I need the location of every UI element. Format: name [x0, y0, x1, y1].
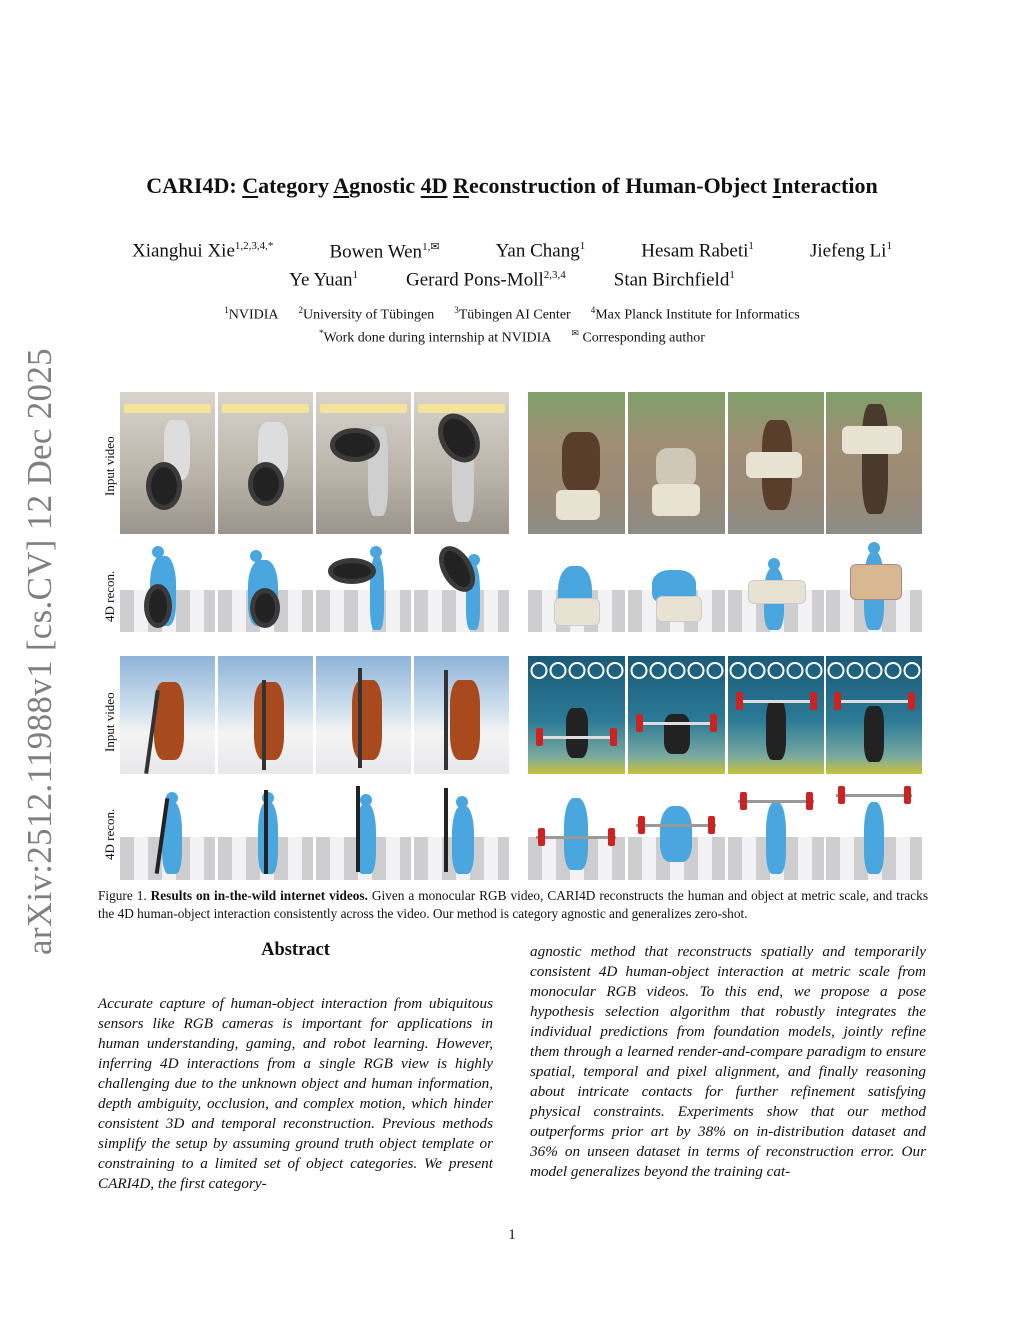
recon-frame	[414, 786, 509, 880]
video-frame	[414, 392, 509, 534]
affiliations	[0, 305, 1024, 324]
author: Gerard Pons-Moll$^{2,3,4}$	[406, 269, 566, 291]
recon-frame	[628, 786, 725, 880]
video-frame	[316, 656, 411, 774]
abstract-left-column: Accurate capture of human-object interaction from ubiquitous sensors like RGB cameras is important for applications in human understanding, gaming, and robot learning. However, inferring 4D interactions from a single RGB view is highly challenging due to the unknown object and human information, depth ambiguity, occlusion, and complex motion, which hinder consistent 3D and temporal reconstruction. Previous methods simplify the setup by assuming ground truth object template or constraining to a limited set of object categories. We present CARI4D, the first category-	[98, 995, 493, 1192]
video-frame	[728, 656, 824, 774]
row-label: 4D recon.	[102, 808, 117, 860]
author: Xianghui Xie$^{1,2,3,4,*}$	[132, 240, 274, 262]
recon-frame	[218, 540, 313, 632]
abstract-heading: Abstract	[261, 940, 330, 960]
affiliation: $^4$Max Planck Institute for Informatics	[590, 305, 800, 323]
recon-frame	[826, 786, 922, 880]
video-frame	[826, 392, 922, 534]
row-label: 4D recon.	[102, 570, 117, 622]
recon-frame	[528, 786, 625, 880]
author: Stan Birchfield$^1$	[613, 269, 735, 291]
video-frame	[528, 656, 625, 774]
video-frame	[218, 656, 313, 774]
video-frame	[528, 392, 625, 534]
note: *Work done during internship at NVIDIA	[319, 328, 552, 346]
author: Bowen Wen$^{1,✉}$	[329, 241, 440, 263]
note: ✉ Corresponding author	[571, 328, 705, 346]
author-notes	[0, 328, 1024, 347]
recon-frame	[316, 540, 411, 632]
paper-title: CARI4D: Category Agnostic 4D Reconstruction of Human-Object Interaction	[146, 173, 878, 198]
recon-frame	[628, 540, 725, 632]
video-frame	[120, 392, 215, 534]
author: Hesam Rabeti$^1$	[641, 240, 754, 262]
row-label: Input video	[102, 692, 117, 752]
video-frame	[628, 656, 725, 774]
video-frame	[316, 392, 411, 534]
authors-row-1	[132, 240, 892, 263]
arxiv-stamp: arXiv:2512.11988v1 [cs.CV] 12 Dec 2025	[20, 348, 59, 955]
recon-frame	[728, 786, 824, 880]
row-label: Input video	[102, 436, 117, 496]
recon-frame	[826, 540, 922, 632]
author: Yan Chang$^1$	[495, 240, 586, 262]
authors-row-2	[110, 269, 914, 291]
author: Jiefeng Li$^1$	[809, 240, 892, 262]
video-frame	[120, 656, 215, 774]
affiliation: $^1$NVIDIA	[224, 305, 279, 323]
affiliation: $^3$Tübingen AI Center	[454, 305, 571, 323]
figure-1	[100, 390, 930, 882]
recon-frame	[728, 540, 824, 632]
recon-frame	[120, 540, 215, 632]
video-frame	[218, 392, 313, 534]
figure-caption: Figure 1. Results on in-the-wild internet videos. Given a monocular RGB video, CARI4D reconstructs the human and object at metric scale, and tracks the 4D human-object interaction consistently across the video. Our method is category agnostic and generalizes zero-shot.	[98, 888, 928, 921]
recon-frame	[120, 786, 215, 880]
recon-frame	[218, 786, 313, 880]
recon-frame	[316, 786, 411, 880]
author: Ye Yuan$^1$	[289, 269, 359, 291]
video-frame	[628, 392, 725, 534]
video-frame	[414, 656, 509, 774]
recon-frame	[528, 540, 625, 632]
affiliation: $^2$University of Tübingen	[298, 305, 435, 323]
recon-frame	[414, 540, 509, 632]
video-frame	[826, 656, 922, 774]
video-frame	[728, 392, 824, 534]
abstract-right-column: agnostic method that reconstructs spatially and temporarily consistent 4D human-object interaction at metric scale from monocular RGB videos. To this end, we propose a pose hypothesis selection algorithm that robustly integrates the individual predictions from foundation models, jointly refine them through a learned render-and-compare paradigm to ensure spatial, temporal and pixel alignment, and finally reasoning about intricate contacts for further refinement satisfying physical constraints. Experiments show that our method outperforms prior art by 38% on in-distribution dataset and 36% on unseen dataset in terms of reconstruction error. Our model generalizes beyond the training cat-	[530, 943, 926, 1180]
page-number: 1	[508, 1227, 516, 1243]
